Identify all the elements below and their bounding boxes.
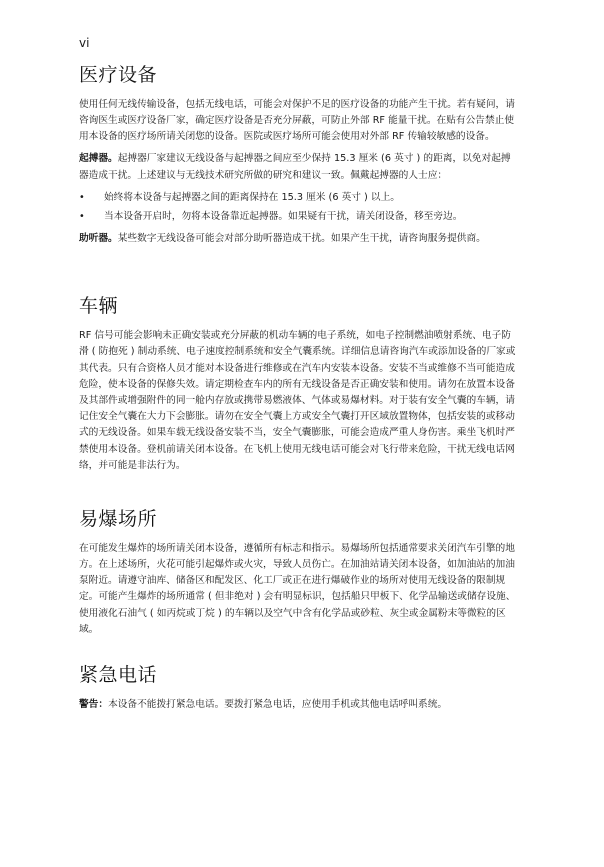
warning-text: 本设备不能拨打紧急电话。要拨打紧急电话，应使用手机或其他电话呼叫系统。 — [108, 698, 448, 710]
pacemaker-paragraph — [79, 151, 519, 183]
vehicles-section — [79, 295, 519, 474]
list-item-text: 当本设备开启时，勿将本设备靠近起搏器。如果疑有干扰，请关闭设备，移至旁边。 — [104, 211, 463, 223]
list-item — [79, 190, 519, 206]
pacemaker-label: 起搏器。 — [79, 153, 118, 165]
list-item — [79, 209, 519, 225]
bullet-icon: • — [79, 191, 85, 203]
warning-label: 警告： — [79, 698, 109, 710]
explosive-paragraph: 在可能发生爆炸的场所请关闭本设备，遵循所有标志和指示。易爆场所包括通常要求关闭汽车引擎的地方。在上述场所，火花可能引起爆炸或火灾，导致人员伤亡。在加油站请关闭本设备，如加油站的加油泵附近。请遵守油库、储备区和配发区、化工厂或正在进行爆破作业的场所对使用无线设备的限制规定。可能产生爆炸的场所通常 ( 但非绝对 ) 会有明显标识，包括船只甲板下、化学品输送或储存设施、使用液化石油气 ( 如丙烷或丁烷 ) 的车辆以及空气中含有化学品或砂粒、灰尘或金属粉末等微粒的区域。 — [79, 542, 516, 635]
explosive-section — [79, 508, 519, 638]
medical-intro-paragraph: 使用任何无线传输设备，包括无线电话，可能会对保护不足的医疗设备的功能产生干扰。若有疑问，请咨询医生或医疗设备厂家，确定医疗设备是否充分屏蔽，可防止外部 RF 能量干扰。在贴有公告禁止使用本设备的医疗场所请关闭您的设备。医院或医疗场所可能会使用对外部 RF 传输较敏感的设备。 — [79, 98, 515, 143]
medical-devices-heading: 医疗设备 — [79, 64, 158, 86]
vehicles-paragraph: RF 信号可能会影响未正确安装或充分屏蔽的机动车辆的电子系统，如电子控制燃油喷射系统、电子防滑 ( 防抱死 ) 制动系统、电子速度控制系统和安全气囊系统。详细信息请咨询汽车或添加设备的厂家或其代表。只有合资格人员才能对本设备进行维修或在汽车内安装本设备。安装不当或维修不当可能造成危险，使本设备的保修失效。请定期检查车内的所有无线设备是否正确安装和使用。请勿在放置本设备及其部件或增强附件的同一舱内存放或携带易燃液体、气体或易爆材料。对于装有安全气囊的车辆，请记住安全气囊在大力下会膨胀。请勿在安全气囊上方或安全气囊打开区域放置物体，包括安装的或移动式的无线设备。如果车载无线设备安装不当，安全气囊膨胀，可能会造成严重人身伤害。乘坐飞机时严禁使用本设备。登机前请关闭本设备。在飞机上使用无线电话可能会对飞行带来危险，干扰无线电话网络，并可能是非法行为。 — [79, 330, 516, 471]
explosive-heading: 易爆场所 — [79, 508, 158, 531]
pacemaker-bullet-list — [79, 190, 519, 225]
emergency-paragraph — [79, 697, 519, 713]
emergency-heading: 紧急电话 — [79, 664, 158, 687]
emergency-calls-section — [79, 664, 519, 713]
hearing-aid-label: 助听器。 — [79, 233, 118, 245]
bullet-icon: • — [79, 211, 85, 223]
hearing-aid-paragraph — [79, 231, 519, 247]
medical-devices-section — [79, 64, 519, 247]
page-content — [79, 64, 519, 733]
vehicles-heading: 车辆 — [79, 295, 119, 318]
hearing-aid-text: 某些数字无线设备可能会对部分助听器造成干扰。如果产生干扰，请咨询服务提供商。 — [117, 233, 486, 245]
list-item-text: 始终将本设备与起搏器之间的距离保持在 15.3 厘米 (6 英寸 ) 以上。 — [104, 191, 400, 203]
page-number: vi — [79, 36, 90, 50]
pacemaker-text: 起搏器厂家建议无线设备与起搏器之间应至少保持 15.3 厘米 (6 英寸 ) 的距离，以免对起搏器造成干扰。上述建议与无线技术研究所做的研究和建议一致。佩戴起搏器的人士应： — [79, 153, 511, 181]
